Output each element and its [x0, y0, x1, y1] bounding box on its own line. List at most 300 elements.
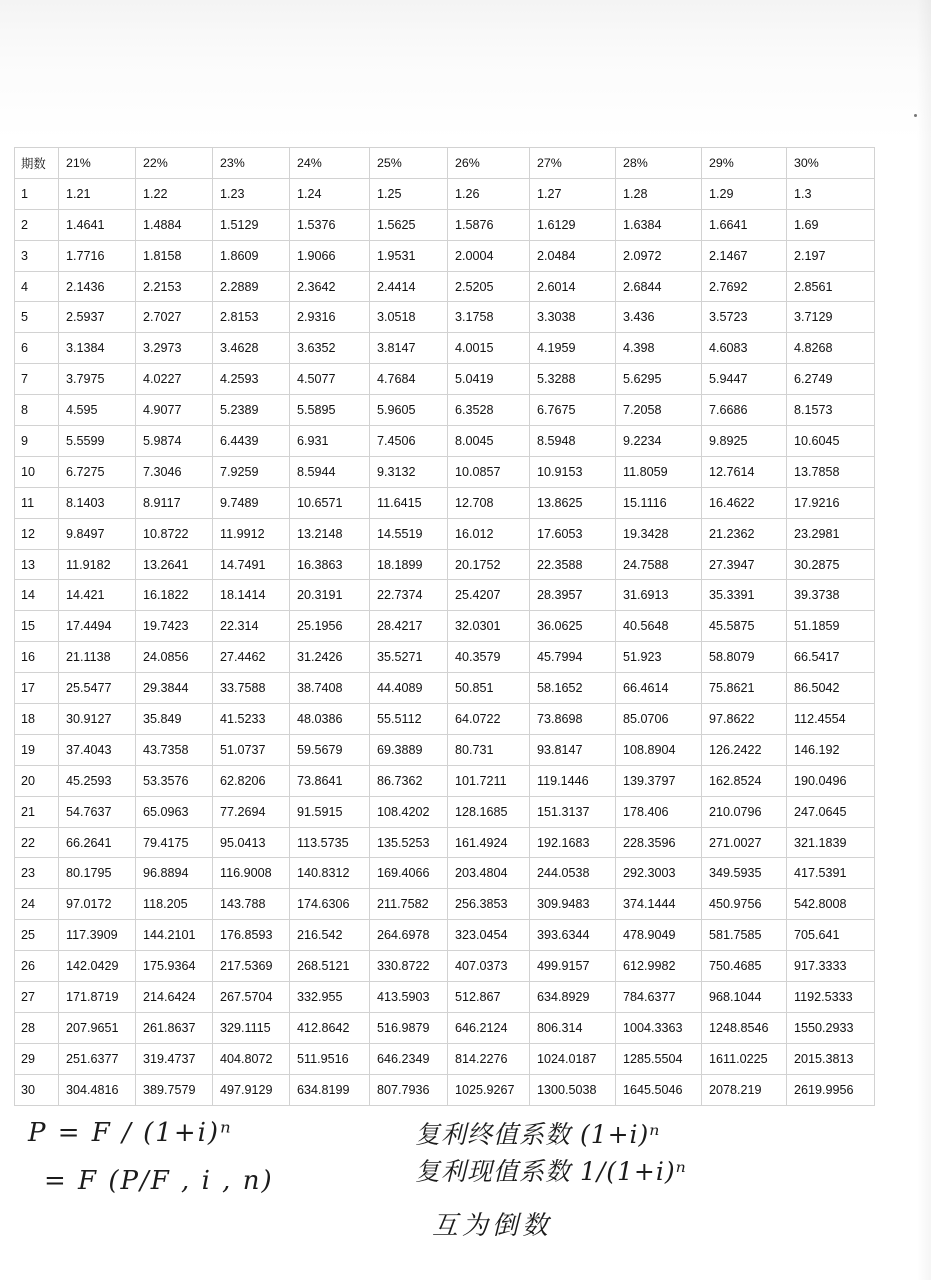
factor-cell: 5.3288 [530, 364, 616, 395]
factor-cell: 143.788 [213, 889, 290, 920]
factor-cell: 24.0856 [136, 642, 213, 673]
period-cell: 18 [15, 704, 59, 735]
factor-cell: 3.2973 [136, 333, 213, 364]
factor-cell: 66.5417 [787, 642, 875, 673]
table-row [15, 1043, 875, 1074]
table-row [15, 982, 875, 1013]
factor-cell: 2.1436 [59, 271, 136, 302]
period-cell: 24 [15, 889, 59, 920]
factor-cell: 516.9879 [370, 1012, 448, 1043]
factor-cell: 45.5875 [702, 611, 787, 642]
factor-cell: 214.6424 [136, 982, 213, 1013]
table-row [15, 302, 875, 333]
period-cell: 4 [15, 271, 59, 302]
factor-cell: 2078.219 [702, 1074, 787, 1105]
factor-cell: 22.7374 [370, 580, 448, 611]
factor-cell: 4.595 [59, 395, 136, 426]
factor-cell: 97.8622 [702, 704, 787, 735]
factor-cell: 8.5948 [530, 426, 616, 457]
factor-cell: 19.7423 [136, 611, 213, 642]
factor-cell: 512.867 [448, 982, 530, 1013]
factor-cell: 7.3046 [136, 456, 213, 487]
factor-cell: 332.955 [290, 982, 370, 1013]
factor-cell: 30.9127 [59, 704, 136, 735]
factor-cell: 17.6053 [530, 518, 616, 549]
factor-cell: 66.2641 [59, 827, 136, 858]
period-cell: 3 [15, 240, 59, 271]
factor-cell: 1285.5504 [616, 1043, 702, 1074]
factor-cell: 417.5391 [787, 858, 875, 889]
factor-cell: 6.7275 [59, 456, 136, 487]
period-cell: 26 [15, 951, 59, 982]
table-row [15, 765, 875, 796]
factor-cell: 7.4506 [370, 426, 448, 457]
factor-cell: 256.3853 [448, 889, 530, 920]
factor-cell: 646.2124 [448, 1012, 530, 1043]
factor-cell: 374.1444 [616, 889, 702, 920]
factor-cell: 1.6129 [530, 209, 616, 240]
period-cell: 27 [15, 982, 59, 1013]
factor-cell: 17.9216 [787, 487, 875, 518]
factor-cell: 86.7362 [370, 765, 448, 796]
factor-cell: 210.0796 [702, 796, 787, 827]
factor-cell: 1.25 [370, 178, 448, 209]
factor-cell: 9.8925 [702, 426, 787, 457]
factor-cell: 38.7408 [290, 673, 370, 704]
factor-cell: 323.0454 [448, 920, 530, 951]
factor-cell: 8.1403 [59, 487, 136, 518]
factor-cell: 41.5233 [213, 704, 290, 735]
factor-cell: 1.4884 [136, 209, 213, 240]
factor-cell: 7.9259 [213, 456, 290, 487]
period-cell: 29 [15, 1043, 59, 1074]
factor-cell: 2.2153 [136, 271, 213, 302]
factor-cell: 6.931 [290, 426, 370, 457]
factor-cell: 1024.0187 [530, 1043, 616, 1074]
table-row [15, 642, 875, 673]
header-rate: 23% [213, 148, 290, 179]
factor-cell: 135.5253 [370, 827, 448, 858]
table-header-row [15, 148, 875, 179]
factor-cell: 144.2101 [136, 920, 213, 951]
handwritten-note-line-2: 复利现值系数 1/(1+i)ⁿ [415, 1157, 687, 1186]
factor-cell: 2.0484 [530, 240, 616, 271]
factor-cell: 36.0625 [530, 611, 616, 642]
factor-cell: 55.5112 [370, 704, 448, 735]
factor-cell: 1.6384 [616, 209, 702, 240]
factor-cell: 11.6415 [370, 487, 448, 518]
factor-cell: 1.4641 [59, 209, 136, 240]
factor-cell: 64.0722 [448, 704, 530, 735]
table-row [15, 889, 875, 920]
factor-cell: 393.6344 [530, 920, 616, 951]
factor-cell: 1.22 [136, 178, 213, 209]
factor-cell: 39.3738 [787, 580, 875, 611]
factor-cell: 450.9756 [702, 889, 787, 920]
factor-cell: 59.5679 [290, 734, 370, 765]
factor-cell: 14.421 [59, 580, 136, 611]
factor-cell: 292.3003 [616, 858, 702, 889]
factor-cell: 162.8524 [702, 765, 787, 796]
factor-cell: 51.923 [616, 642, 702, 673]
factor-cell: 86.5042 [787, 673, 875, 704]
factor-cell: 119.1446 [530, 765, 616, 796]
handwritten-note-line-1: 复利终值系数 (1+i)ⁿ [415, 1120, 661, 1149]
factor-cell: 9.7489 [213, 487, 290, 518]
factor-cell: 10.9153 [530, 456, 616, 487]
period-cell: 22 [15, 827, 59, 858]
factor-cell: 2619.9956 [787, 1074, 875, 1105]
factor-cell: 171.8719 [59, 982, 136, 1013]
factor-cell: 128.1685 [448, 796, 530, 827]
scan-speck [914, 114, 917, 117]
table-row [15, 364, 875, 395]
table-row [15, 395, 875, 426]
factor-cell: 146.192 [787, 734, 875, 765]
factor-cell: 24.7588 [616, 549, 702, 580]
factor-cell: 11.9182 [59, 549, 136, 580]
factor-cell: 6.4439 [213, 426, 290, 457]
period-cell: 25 [15, 920, 59, 951]
header-rate: 24% [290, 148, 370, 179]
factor-cell: 349.5935 [702, 858, 787, 889]
factor-cell: 9.2234 [616, 426, 702, 457]
factor-cell: 5.9874 [136, 426, 213, 457]
factor-cell: 58.1652 [530, 673, 616, 704]
factor-cell: 581.7585 [702, 920, 787, 951]
factor-cell: 3.3038 [530, 302, 616, 333]
factor-cell: 2.8561 [787, 271, 875, 302]
factor-cell: 14.5519 [370, 518, 448, 549]
factor-cell: 190.0496 [787, 765, 875, 796]
factor-cell: 16.012 [448, 518, 530, 549]
factor-cell: 2.4414 [370, 271, 448, 302]
period-cell: 17 [15, 673, 59, 704]
table-row [15, 271, 875, 302]
factor-cell: 4.398 [616, 333, 702, 364]
factor-cell: 1.23 [213, 178, 290, 209]
factor-cell: 112.4554 [787, 704, 875, 735]
factor-cell: 8.5944 [290, 456, 370, 487]
factor-cell: 968.1044 [702, 982, 787, 1013]
factor-cell: 73.8698 [530, 704, 616, 735]
factor-cell: 28.4217 [370, 611, 448, 642]
factor-cell: 6.2749 [787, 364, 875, 395]
factor-cell: 407.0373 [448, 951, 530, 982]
factor-cell: 32.0301 [448, 611, 530, 642]
factor-cell: 73.8641 [290, 765, 370, 796]
factor-cell: 29.3844 [136, 673, 213, 704]
table-row [15, 920, 875, 951]
factor-cell: 2.6844 [616, 271, 702, 302]
factor-cell: 140.8312 [290, 858, 370, 889]
period-cell: 14 [15, 580, 59, 611]
factor-cell: 118.205 [136, 889, 213, 920]
factor-cell: 4.2593 [213, 364, 290, 395]
factor-cell: 35.849 [136, 704, 213, 735]
factor-cell: 16.4622 [702, 487, 787, 518]
factor-cell: 404.8072 [213, 1043, 290, 1074]
factor-cell: 11.8059 [616, 456, 702, 487]
factor-cell: 2.3642 [290, 271, 370, 302]
factor-cell: 1.21 [59, 178, 136, 209]
factor-cell: 1.9066 [290, 240, 370, 271]
factor-cell: 175.9364 [136, 951, 213, 982]
factor-cell: 705.641 [787, 920, 875, 951]
factor-cell: 2.7027 [136, 302, 213, 333]
factor-cell: 31.2426 [290, 642, 370, 673]
factor-cell: 511.9516 [290, 1043, 370, 1074]
factor-cell: 3.1384 [59, 333, 136, 364]
factor-cell: 1.5876 [448, 209, 530, 240]
factor-cell: 43.7358 [136, 734, 213, 765]
period-cell: 30 [15, 1074, 59, 1105]
factor-cell: 1.6641 [702, 209, 787, 240]
factor-cell: 4.5077 [290, 364, 370, 395]
factor-cell: 1192.5333 [787, 982, 875, 1013]
factor-cell: 11.9912 [213, 518, 290, 549]
factor-cell: 807.7936 [370, 1074, 448, 1105]
factor-cell: 2.2889 [213, 271, 290, 302]
factor-cell: 612.9982 [616, 951, 702, 982]
factor-cell: 2.5937 [59, 302, 136, 333]
table-row [15, 1074, 875, 1105]
factor-cell: 1645.5046 [616, 1074, 702, 1105]
factor-cell: 18.1899 [370, 549, 448, 580]
factor-cell: 497.9129 [213, 1074, 290, 1105]
header-rate: 26% [448, 148, 530, 179]
period-cell: 15 [15, 611, 59, 642]
factor-cell: 50.851 [448, 673, 530, 704]
period-cell: 13 [15, 549, 59, 580]
header-rate: 29% [702, 148, 787, 179]
factor-cell: 117.3909 [59, 920, 136, 951]
factor-cell: 95.0413 [213, 827, 290, 858]
factor-cell: 5.9605 [370, 395, 448, 426]
factor-cell: 3.436 [616, 302, 702, 333]
factor-cell: 101.7211 [448, 765, 530, 796]
header-rate: 21% [59, 148, 136, 179]
factor-cell: 15.1116 [616, 487, 702, 518]
factor-cell: 113.5735 [290, 827, 370, 858]
factor-cell: 1.26 [448, 178, 530, 209]
factor-cell: 40.5648 [616, 611, 702, 642]
period-cell: 1 [15, 178, 59, 209]
factor-cell: 9.8497 [59, 518, 136, 549]
factor-cell: 1025.9267 [448, 1074, 530, 1105]
period-cell: 16 [15, 642, 59, 673]
factor-cell: 48.0386 [290, 704, 370, 735]
factor-cell: 6.3528 [448, 395, 530, 426]
factor-cell: 2.7692 [702, 271, 787, 302]
header-rate: 25% [370, 148, 448, 179]
table-row [15, 734, 875, 765]
factor-cell: 18.1414 [213, 580, 290, 611]
factor-cell: 6.7675 [530, 395, 616, 426]
factor-cell: 13.2148 [290, 518, 370, 549]
factor-cell: 216.542 [290, 920, 370, 951]
factor-cell: 319.4737 [136, 1043, 213, 1074]
factor-cell: 10.8722 [136, 518, 213, 549]
factor-cell: 10.0857 [448, 456, 530, 487]
factor-cell: 108.8904 [616, 734, 702, 765]
factor-cell: 35.5271 [370, 642, 448, 673]
factor-cell: 58.8079 [702, 642, 787, 673]
table-row [15, 549, 875, 580]
table-row [15, 580, 875, 611]
factor-cell: 79.4175 [136, 827, 213, 858]
factor-cell: 3.7129 [787, 302, 875, 333]
factor-cell: 85.0706 [616, 704, 702, 735]
compound-factor-table [14, 147, 875, 1106]
header-rate: 28% [616, 148, 702, 179]
factor-cell: 51.1859 [787, 611, 875, 642]
factor-cell: 54.7637 [59, 796, 136, 827]
factor-cell: 53.3576 [136, 765, 213, 796]
factor-cell: 203.4804 [448, 858, 530, 889]
factor-cell: 2.5205 [448, 271, 530, 302]
period-cell: 28 [15, 1012, 59, 1043]
period-cell: 11 [15, 487, 59, 518]
factor-cell: 21.1138 [59, 642, 136, 673]
factor-cell: 1004.3363 [616, 1012, 702, 1043]
factor-cell: 97.0172 [59, 889, 136, 920]
factor-cell: 45.2593 [59, 765, 136, 796]
factor-cell: 261.8637 [136, 1012, 213, 1043]
handwritten-formula-line-2: = F (P/F , i , n) [44, 1166, 274, 1196]
factor-cell: 169.4066 [370, 858, 448, 889]
table-row [15, 240, 875, 271]
factor-cell: 66.4614 [616, 673, 702, 704]
factor-cell: 268.5121 [290, 951, 370, 982]
factor-cell: 25.1956 [290, 611, 370, 642]
factor-cell: 5.6295 [616, 364, 702, 395]
factor-cell: 413.5903 [370, 982, 448, 1013]
factor-cell: 21.2362 [702, 518, 787, 549]
table-row [15, 704, 875, 735]
factor-cell: 8.1573 [787, 395, 875, 426]
header-rate: 22% [136, 148, 213, 179]
factor-cell: 16.1822 [136, 580, 213, 611]
factor-cell: 3.6352 [290, 333, 370, 364]
factor-cell: 207.9651 [59, 1012, 136, 1043]
factor-cell: 4.1959 [530, 333, 616, 364]
factor-cell: 244.0538 [530, 858, 616, 889]
factor-cell: 1.7716 [59, 240, 136, 271]
factor-cell: 329.1115 [213, 1012, 290, 1043]
table-row [15, 673, 875, 704]
factor-cell: 40.3579 [448, 642, 530, 673]
factor-cell: 62.8206 [213, 765, 290, 796]
table-row [15, 487, 875, 518]
factor-cell: 646.2349 [370, 1043, 448, 1074]
factor-cell: 2.197 [787, 240, 875, 271]
factor-cell: 22.3588 [530, 549, 616, 580]
table-row [15, 1012, 875, 1043]
factor-cell: 142.0429 [59, 951, 136, 982]
table-row [15, 426, 875, 457]
factor-cell: 309.9483 [530, 889, 616, 920]
factor-cell: 264.6978 [370, 920, 448, 951]
header-rate: 30% [787, 148, 875, 179]
factor-cell: 93.8147 [530, 734, 616, 765]
factor-cell: 139.3797 [616, 765, 702, 796]
factor-cell: 8.0045 [448, 426, 530, 457]
factor-cell: 45.7994 [530, 642, 616, 673]
factor-cell: 80.1795 [59, 858, 136, 889]
factor-cell: 271.0027 [702, 827, 787, 858]
table-row [15, 209, 875, 240]
scan-edge-shadow [917, 0, 931, 1280]
factor-cell: 37.4043 [59, 734, 136, 765]
factor-cell: 2.9316 [290, 302, 370, 333]
factor-cell: 25.5477 [59, 673, 136, 704]
period-cell: 20 [15, 765, 59, 796]
period-cell: 8 [15, 395, 59, 426]
factor-cell: 412.8642 [290, 1012, 370, 1043]
factor-cell: 211.7582 [370, 889, 448, 920]
factor-cell: 65.0963 [136, 796, 213, 827]
table-row [15, 796, 875, 827]
factor-cell: 192.1683 [530, 827, 616, 858]
factor-cell: 12.708 [448, 487, 530, 518]
table-row [15, 827, 875, 858]
factor-cell: 27.3947 [702, 549, 787, 580]
factor-cell: 1300.5038 [530, 1074, 616, 1105]
factor-cell: 28.3957 [530, 580, 616, 611]
handwritten-note-line-3: 互为倒数 [432, 1211, 553, 1241]
factor-cell: 5.2389 [213, 395, 290, 426]
factor-cell: 1.69 [787, 209, 875, 240]
factor-cell: 23.2981 [787, 518, 875, 549]
factor-cell: 1550.2933 [787, 1012, 875, 1043]
header-period: 期数 [15, 148, 59, 179]
factor-cell: 30.2875 [787, 549, 875, 580]
factor-cell: 1.5129 [213, 209, 290, 240]
factor-cell: 13.2641 [136, 549, 213, 580]
factor-cell: 1.8609 [213, 240, 290, 271]
factor-cell: 917.3333 [787, 951, 875, 982]
factor-cell: 3.5723 [702, 302, 787, 333]
factor-cell: 178.406 [616, 796, 702, 827]
period-cell: 5 [15, 302, 59, 333]
factor-cell: 174.6306 [290, 889, 370, 920]
factor-cell: 13.7858 [787, 456, 875, 487]
factor-cell: 1.8158 [136, 240, 213, 271]
factor-cell: 634.8929 [530, 982, 616, 1013]
factor-cell: 5.9447 [702, 364, 787, 395]
factor-cell: 8.9117 [136, 487, 213, 518]
factor-cell: 20.3191 [290, 580, 370, 611]
table-row [15, 611, 875, 642]
period-cell: 2 [15, 209, 59, 240]
factor-cell: 4.9077 [136, 395, 213, 426]
factor-cell: 2.6014 [530, 271, 616, 302]
factor-cell: 9.3132 [370, 456, 448, 487]
factor-cell: 33.7588 [213, 673, 290, 704]
factor-cell: 1.9531 [370, 240, 448, 271]
factor-cell: 634.8199 [290, 1074, 370, 1105]
table-row [15, 951, 875, 982]
factor-cell: 2.8153 [213, 302, 290, 333]
table-row [15, 333, 875, 364]
factor-cell: 228.3596 [616, 827, 702, 858]
factor-cell: 2.1467 [702, 240, 787, 271]
table-row [15, 178, 875, 209]
factor-cell: 75.8621 [702, 673, 787, 704]
factor-cell: 80.731 [448, 734, 530, 765]
period-cell: 23 [15, 858, 59, 889]
